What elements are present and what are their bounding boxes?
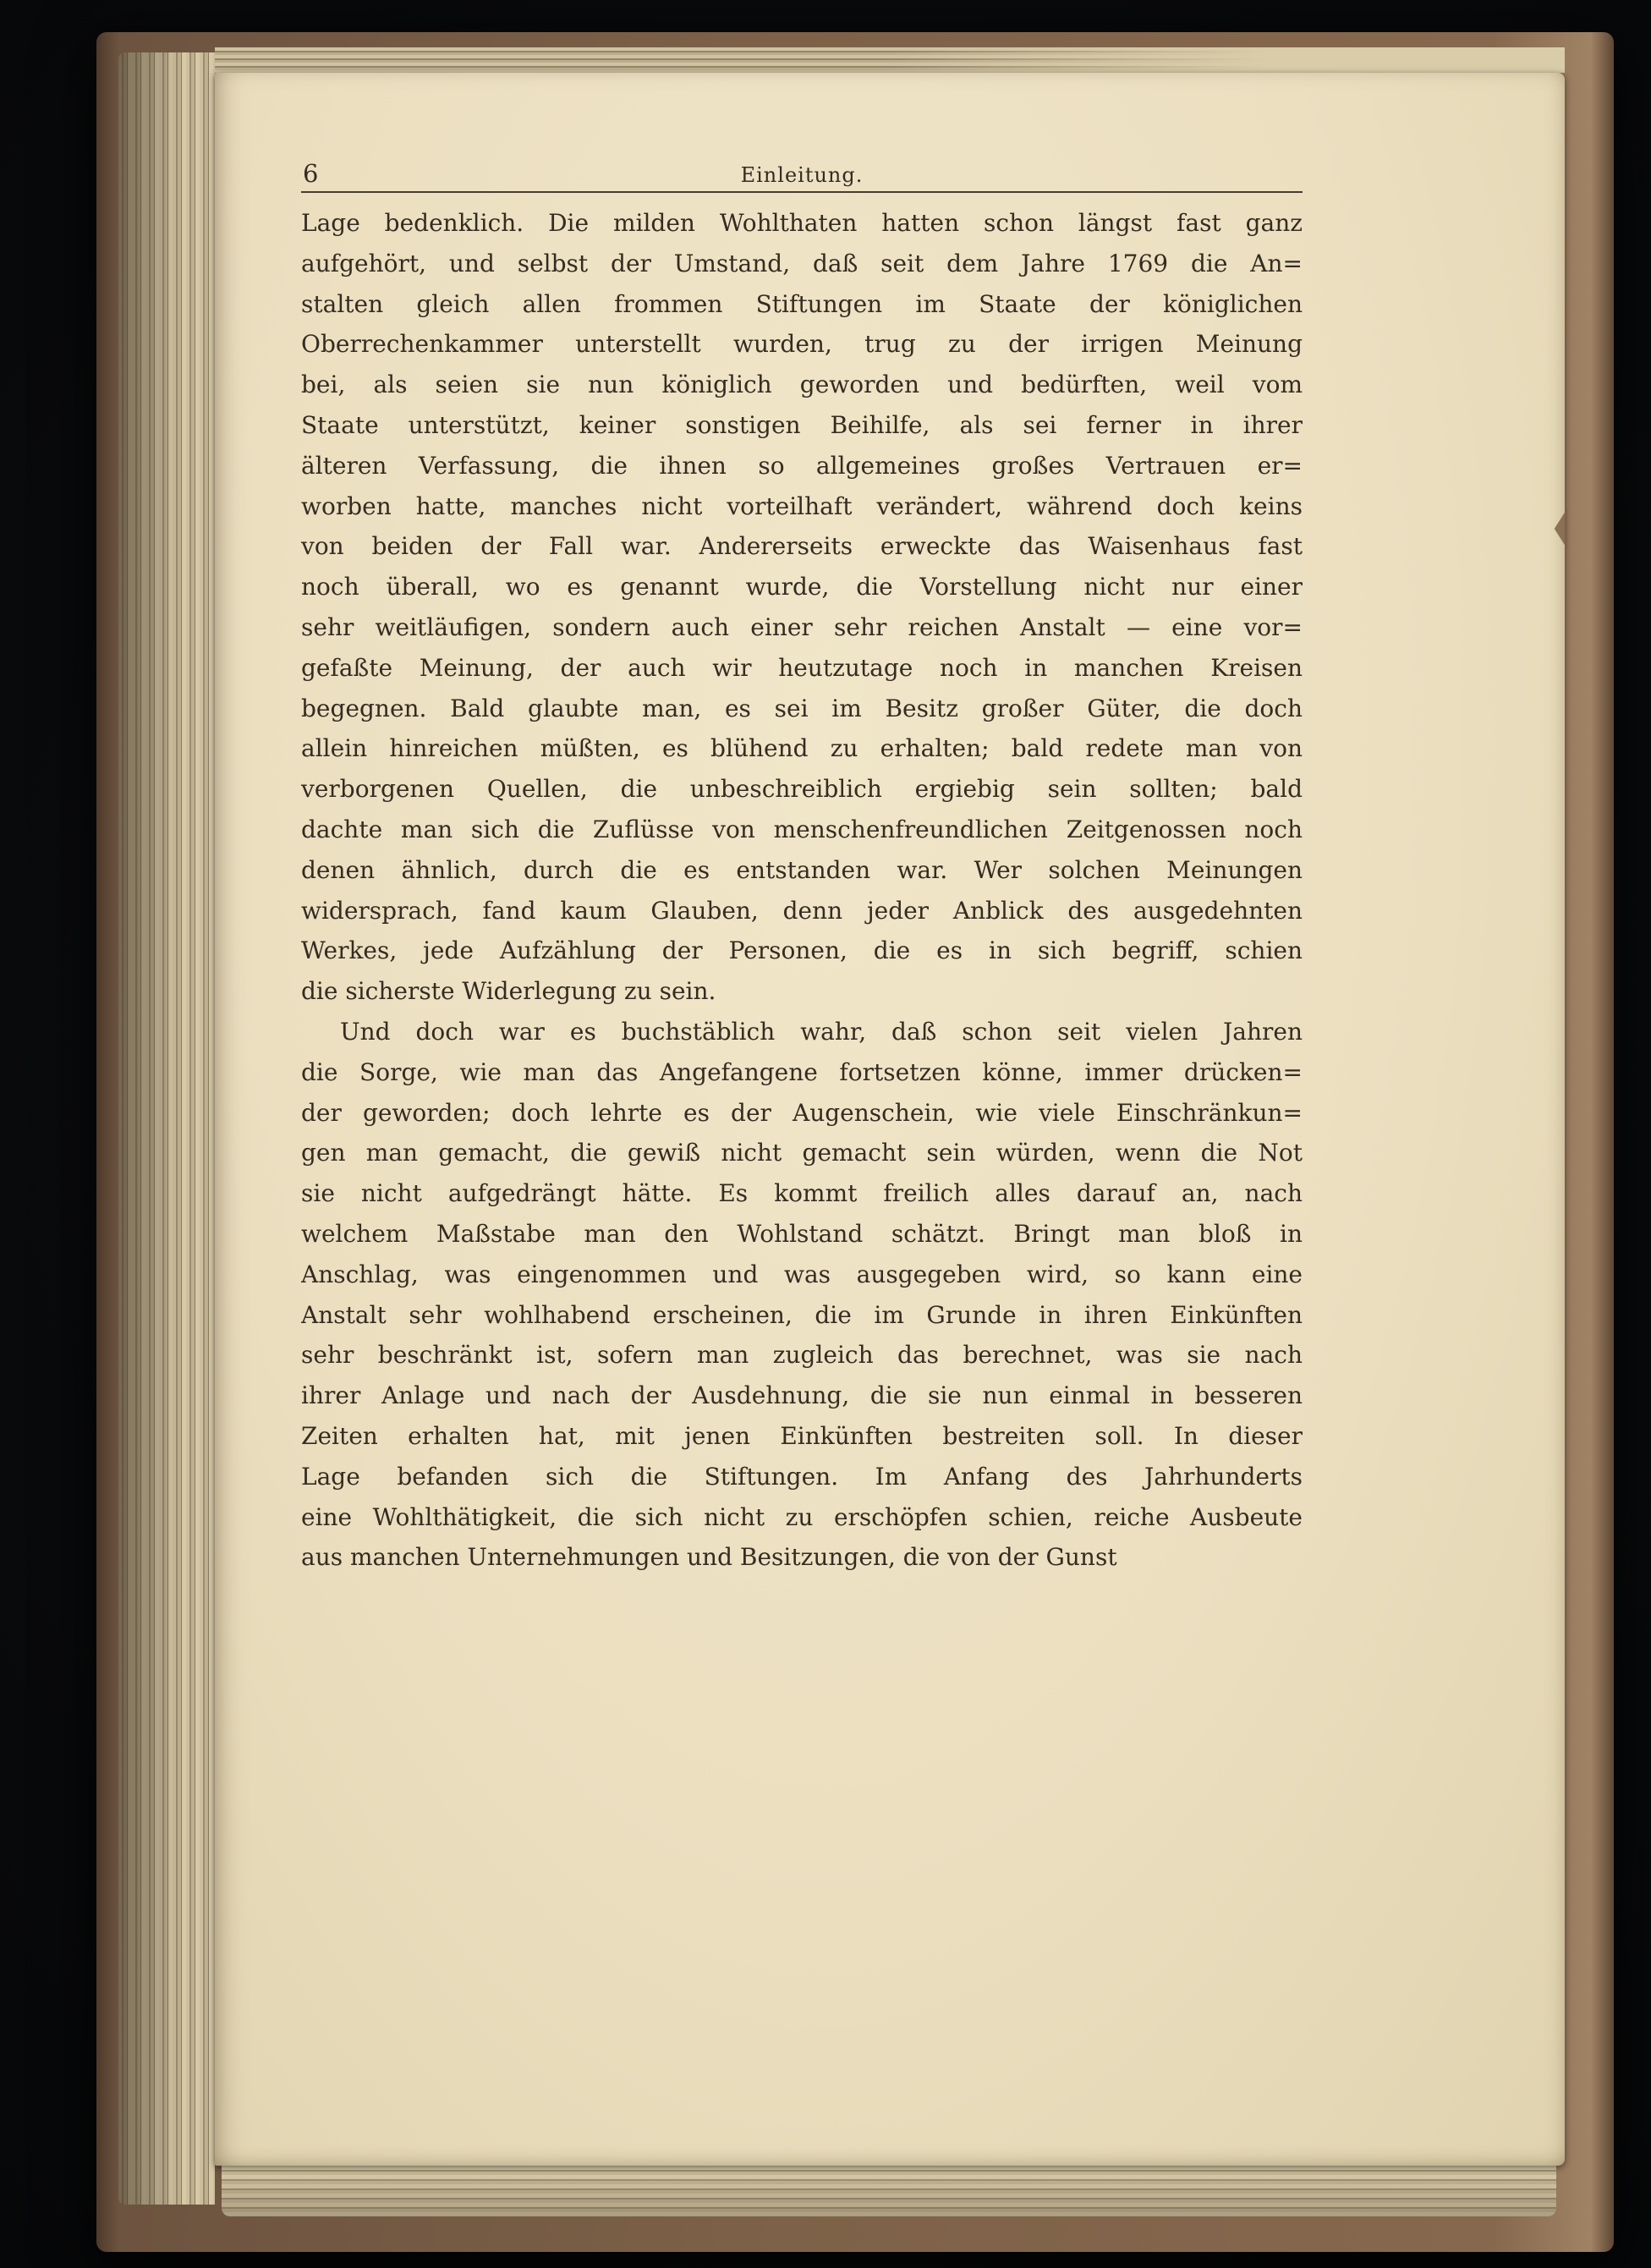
book-page xyxy=(215,73,1565,2166)
text-line: denen ähnlich, durch die es entstanden war. Wer solchen Meinungen xyxy=(301,855,1303,884)
header-rule xyxy=(301,191,1303,193)
text-line: Anschlag, was eingenommen und was ausgegeben wird, so kann eine xyxy=(301,1260,1303,1288)
text-line: ihrer Anlage und nach der Ausdehnung, die sie nun einmal in besseren xyxy=(301,1381,1303,1410)
page-stack-left-edge xyxy=(118,52,215,2205)
text-line: der geworden; doch lehrte es der Augenschein, wie viele Einschränkun= xyxy=(301,1098,1303,1127)
text-line: worben hatte, manches nicht vorteilhaft verändert, während doch keins xyxy=(301,491,1303,520)
text-line: von beiden der Fall war. Andererseits erweckte das Waisenhaus fast xyxy=(301,532,1303,561)
text-line: Oberrechenkammer unterstellt wurden, trug zu der irrigen Meinung xyxy=(301,330,1303,359)
text-line: sehr weitläufigen, sondern auch einer sehr reichen Anstalt — eine vor= xyxy=(301,612,1303,641)
text-line: stalten gleich allen frommen Stiftungen im Staate der königlichen xyxy=(301,289,1303,318)
text-line: die sicherste Widerlegung zu sein. xyxy=(301,977,716,1006)
chapter-header: Einleitung. xyxy=(740,163,864,187)
page-stack-top-edge xyxy=(215,47,1565,73)
page-number: 6 xyxy=(303,159,319,188)
text-line: verborgenen Quellen, die unbeschreiblich ergiebig sein sollten; bald xyxy=(301,775,1303,804)
text-line: Staate unterstützt, keiner sonstigen Beihilfe, als sei ferner in ihrer xyxy=(301,410,1303,439)
running-head xyxy=(301,157,1303,191)
text-line: allein hinreichen müßten, es blühend zu erhalten; bald redete man von xyxy=(301,734,1303,763)
text-line: aus manchen Unternehmungen und Besitzungen, die von der Gunst xyxy=(301,1543,1117,1572)
text-line: Lage bedenklich. Die milden Wohlthaten hatten schon längst fast ganz xyxy=(301,209,1303,237)
text-line: die Sorge, wie man das Angefangene fortsetzen könne, immer drücken= xyxy=(301,1057,1303,1086)
text-line: welchem Maßstabe man den Wohlstand schätzt. Bringt man bloß in xyxy=(301,1219,1303,1248)
text-line: widersprach, fand kaum Glauben, denn jeder Anblick des ausgedehnten xyxy=(301,896,1303,925)
text-line: bei, als seien sie nun königlich geworden und bedürften, weil vom xyxy=(301,371,1303,399)
text-line: älteren Verfassung, die ihnen so allgemeines großes Vertrauen er= xyxy=(301,451,1303,480)
text-line: Werkes, jede Aufzählung der Personen, die es in sich begriff, schien xyxy=(301,936,1303,965)
text-line: aufgehört, und selbst der Umstand, daß seit dem Jahre 1769 die An= xyxy=(301,249,1303,277)
text-line: gefaßte Meinung, der auch wir heutzutage noch in manchen Kreisen xyxy=(301,653,1303,682)
text-line: dachte man sich die Zuflüsse von menschenfreundlichen Zeitgenossen noch xyxy=(301,815,1303,843)
text-line: Zeiten erhalten hat, mit jenen Einkünften bestreiten soll. In dieser xyxy=(301,1421,1303,1450)
text-line: begegnen. Bald glaubte man, es sei im Besitz großer Güter, die doch xyxy=(301,694,1303,722)
body-text xyxy=(301,203,1303,1578)
text-line: Und doch war es buchstäblich wahr, daß schon seit vielen Jahren xyxy=(340,1017,1303,1046)
text-line: Anstalt sehr wohlhabend erscheinen, die im Grunde in ihren Einkünften xyxy=(301,1300,1303,1329)
text-line: sie nicht aufgedrängt hätte. Es kommt freilich alles darauf an, nach xyxy=(301,1179,1303,1208)
text-line: gen man gemacht, die gewiß nicht gemacht sein würden, wenn die Not xyxy=(301,1139,1303,1167)
text-line: Lage befanden sich die Stiftungen. Im Anfang des Jahrhunderts xyxy=(301,1462,1303,1491)
page-stack-bottom-edge xyxy=(222,2166,1556,2216)
text-line: eine Wohlthätigkeit, die sich nicht zu erschöpfen schien, reiche Ausbeute xyxy=(301,1502,1303,1531)
text-line: noch überall, wo es genannt wurde, die Vorstellung nicht nur einer xyxy=(301,573,1303,601)
page-edge-tear xyxy=(1552,508,1567,549)
printed-text-area xyxy=(301,157,1303,1578)
text-line: sehr beschränkt ist, sofern man zugleich das berechnet, was sie nach xyxy=(301,1341,1303,1370)
